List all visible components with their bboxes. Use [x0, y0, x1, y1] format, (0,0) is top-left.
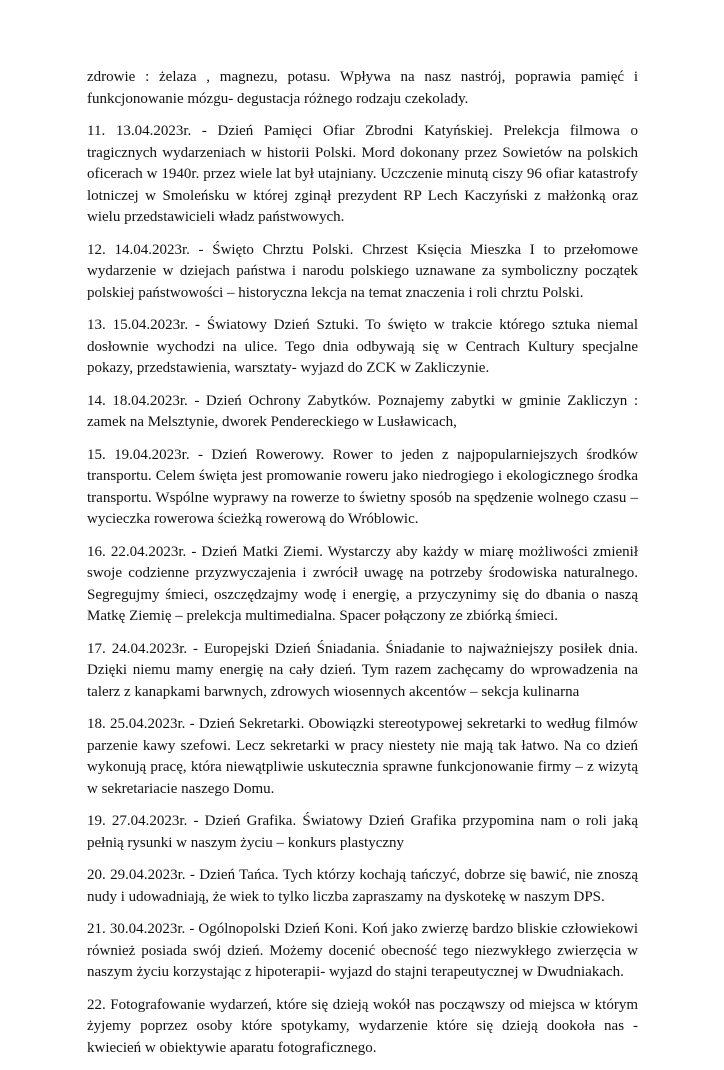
paragraph-item-19: 19. 27.04.2023r. - Dzień Grafika. Światowy Dzień Grafika przypomina nam o roli jaką pełnią rysunki w naszym życiu – konkurs plastyczny: [87, 813, 638, 851]
paragraph-item-16: 16. 22.04.2023r. - Dzień Matki Ziemi. Wystarczy aby każdy w miarę możliwości zmienił swoje codzienne przyzwyczajenia i zwrócił uwagę na potrzeby środowiska naturalnego. Segregujmy śmieci, oszczędzajmy wodę i energię, a przyczynimy się do dbania o naszą Matkę Ziemię – prelekcja multimedialna. Spacer połączony ze zbiórką śmieci.: [87, 543, 638, 624]
paragraph-item-17: 17. 24.04.2023r. - Europejski Dzień Śniadania. Śniadanie to najważniejszy posiłek dnia. Dzięki niemu mamy energię na cały dzień. Tym razem zachęcamy do wprowadzenia na talerz z kanapkami barwnych, zdrowych wiosennych akcentów – sekcja kulinarna: [87, 640, 638, 700]
paragraph-item-11: 11. 13.04.2023r. - Dzień Pamięci Ofiar Zbrodni Katyńskiej. Prelekcja filmowa o tragicznych wydarzeniach w historii Polski. Mord dokonany przez Sowietów na polskich oficerach w 1940r. przez wiele lat był utajniany. Uczczenie minutą ciszy 96 ofiar katastrofy lotniczej w Smoleńsku w której zginął prezydent RP Lech Kaczyński z małżonką oraz wielu przedstawicieli władz państwowych.: [87, 123, 638, 225]
paragraph-item-15: 15. 19.04.2023r. - Dzień Rowerowy. Rower to jeden z najpopularniejszych środków transportu. Celem święta jest promowanie roweru jako niedrogiego i ekologicznego środka transportu. Wspólne wyprawy na rowerze to świetny sposób na spędzenie wolnego czasu – wycieczka rowerowa ścieżką rowerową do Wróblowic.: [87, 446, 638, 527]
paragraph-item-13: 13. 15.04.2023r. - Światowy Dzień Sztuki. To święto w trakcie którego sztuka niemal dosłownie wychodzi na ulice. Tego dnia odbywają się w Centrach Kultury specjalne pokazy, przedstawienia, warsztaty- wyjazd do ZCK w Zakliczynie.: [87, 317, 638, 376]
document-page: [87, 67, 638, 1070]
paragraph-item-18: 18. 25.04.2023r. - Dzień Sekretarki. Obowiązki stereotypowej sekretarki to według filmów parzenie kawy szefowi. Lecz sekretarki w pracy niestety nie mają tak łatwo. Na co dzień wykonują pracę, która niewątpliwie uskutecznia sprawne funkcjonowanie firmy – z wizytą w sekretariacie naszego Domu.: [87, 716, 638, 797]
paragraph-item-12: 12. 14.04.2023r. - Święto Chrztu Polski. Chrzest Księcia Mieszka I to przełomowe wydarzenie w dziejach państwa i narodu polskiego uznawane za symboliczny początek polskiej państwowości – historyczna lekcja na temat znaczenia i roli chrztu Polski.: [87, 241, 638, 301]
paragraph-item-22: 22. Fotografowanie wydarzeń, które się dzieją wokół nas począwszy od miejsca w którym żyjemy poprzez osoby które spotykamy, wydarzenie które się dzieją dookoła nas - kwiecień w obiektywie aparatu fotograficznego.: [87, 996, 638, 1056]
paragraph-item-14: 14. 18.04.2023r. - Dzień Ochrony Zabytków. Poznajemy zabytki w gminie Zakliczyn : zamek na Melsztynie, dworek Pendereckiego w Lusławicach,: [87, 392, 638, 430]
paragraph-intro-continuation: zdrowie : żelaza , magnezu, potasu. Wpływa na nasz nastrój, poprawia pamięć i funkcjonowanie mózgu- degustacja różnego rodzaju czekolady.: [87, 69, 638, 107]
paragraph-item-20: 20. 29.04.2023r. - Dzień Tańca. Tych którzy kochają tańczyć, dobrze się bawić, nie znoszą nudy i udowadniają, że wiek to tylko liczba zapraszamy na dyskotekę w naszym DPS.: [87, 867, 638, 905]
paragraph-item-21: 21. 30.04.2023r. - Ogólnopolski Dzień Koni. Koń jako zwierzę bardzo bliskie człowiekowi również posiada swój dzień. Możemy docenić obecność tego niezwykłego zwierzęcia w naszym życiu korzystając z hipoterapii- wyjazd do stajni terapeutycznej w Dwudniakach.: [87, 921, 638, 980]
